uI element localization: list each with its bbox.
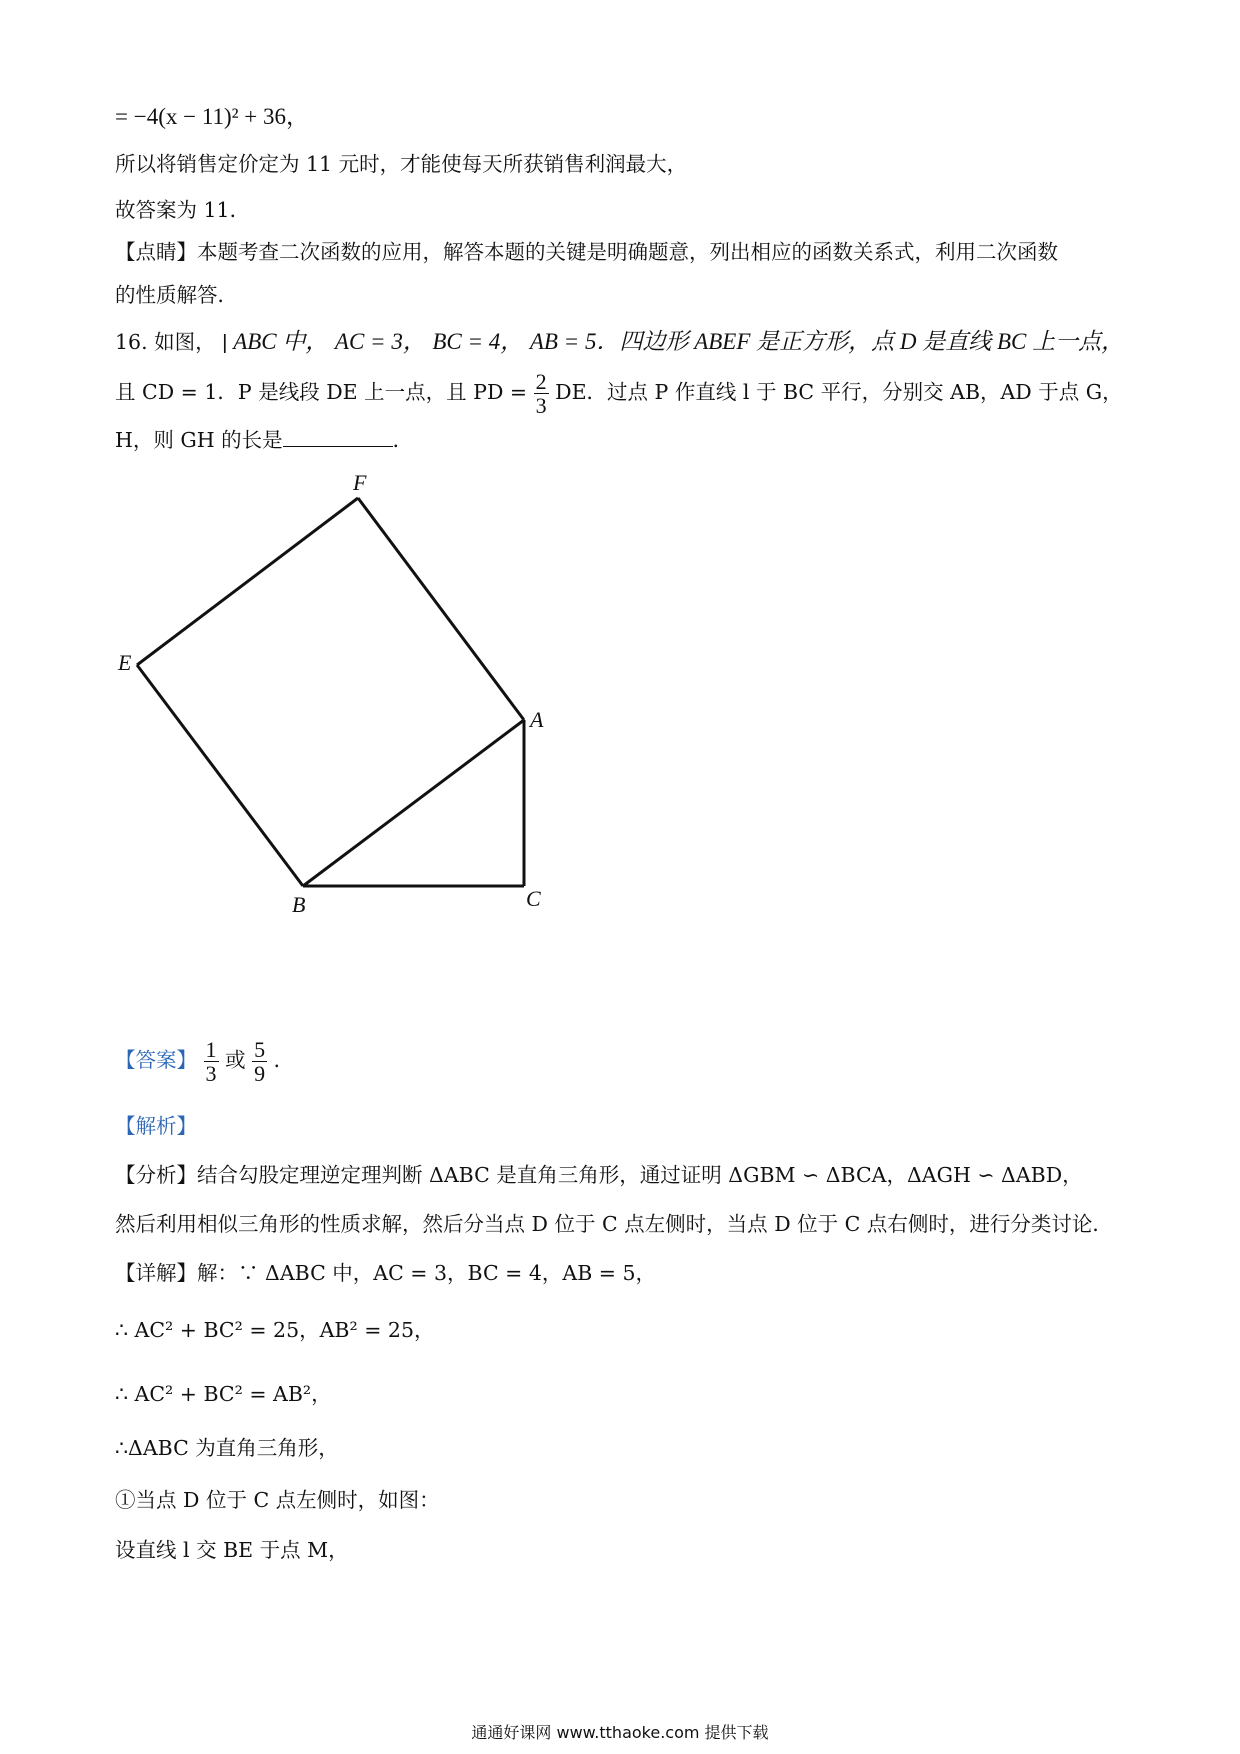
detail-equation-1: ∴ AC² + BC² = 25，AB² = 25， [115, 1318, 435, 1342]
answer-blank [283, 428, 393, 447]
text-line [115, 152, 687, 177]
equation-text: = −4(x − 11)² + 36， [115, 104, 309, 129]
detail-text: 【详解】解：∵ ΔABC 中，AC = 3，BC = 4，AB = 5， [115, 1261, 657, 1285]
fraction-numerator: 1 [205, 1037, 217, 1062]
question-16-line-2 [115, 370, 1123, 417]
geometry-figure [118, 470, 560, 920]
answer-statement: 故答案为 11． [115, 198, 251, 222]
text-line [115, 198, 250, 223]
segment-BA [303, 720, 524, 886]
q16-period: ． [392, 428, 414, 452]
fraction-numerator: 2 [535, 369, 547, 394]
detail-line-6 [115, 1538, 349, 1563]
question-16-line-3 [115, 428, 413, 453]
conclusion-text: 所以将销售定价定为 11 元时，才能使每天所获销售利润最大， [115, 152, 688, 176]
note-text: 【点睛】本题考查二次函数的应用，解答本题的关键是明确题意，列出相应的函数关系式，利用二次函数 [115, 240, 1058, 264]
fraction-one-third [204, 1038, 219, 1085]
fraction-denominator: 3 [535, 393, 547, 419]
q16-line-l-text: DE．过点 P 作直线 l 于 BC 平行，分别交 AB，AD 于点 G， [555, 380, 1123, 405]
q16-triangle-text: ABC 中， [233, 329, 329, 354]
answer-label: 【答案】 [115, 1048, 197, 1073]
q16-question-text: H，则 GH 的长是 [115, 428, 283, 452]
fraction-five-ninths [252, 1038, 267, 1085]
answer-or: 或 [225, 1048, 246, 1073]
fraction-denominator: 9 [254, 1061, 266, 1087]
note-text-cont: 的性质解答． [115, 283, 238, 307]
segment-FE [137, 498, 358, 665]
fraction-numerator: 5 [254, 1037, 266, 1062]
label-F: F [353, 470, 367, 495]
case-one-setup: 设直线 l 交 BE 于点 M， [115, 1538, 349, 1562]
analysis-text: 【分析】结合勾股定理逆定理判断 ΔABC 是直角三角形，通过证明 ΔGBM ∽ ΔBCA，ΔAGH ∽ ΔABD， [115, 1163, 1083, 1187]
segment-FA [358, 498, 524, 720]
q16-cd-text: 且 CD = 1．P 是线段 DE 上一点，且 PD = [115, 380, 528, 405]
question-number: 16. 如图， [115, 330, 216, 354]
detail-line-3 [115, 1382, 332, 1407]
analysis-text-cont: 然后利用相似三角形的性质求解，然后分当点 D 位于 C 点左侧时，当点 D 位于 C 点右侧时，进行分类讨论． [115, 1212, 1113, 1236]
case-one-text: ①当点 D 位于 C 点左侧时，如图： [115, 1488, 440, 1512]
question-16-line-1 [115, 328, 1124, 356]
label-C: C [526, 886, 541, 911]
triangle-symbol: | [222, 331, 234, 354]
analysis-label: 【解析】 [115, 1114, 197, 1138]
analysis-line-1 [115, 1163, 1083, 1188]
detail-equation-2: ∴ AC² + BC² = AB²， [115, 1382, 332, 1406]
q16-bc: BC = 4， [432, 329, 524, 354]
label-A: A [530, 707, 544, 732]
analysis-line-2 [115, 1212, 1113, 1237]
text-line [115, 283, 238, 308]
fraction-two-thirds [534, 370, 549, 417]
label-B: B [292, 892, 306, 917]
detail-line-2 [115, 1318, 435, 1343]
figure-lines [137, 498, 524, 886]
answer-line [115, 1038, 294, 1085]
segment-EB [137, 665, 303, 886]
detail-line-4 [115, 1436, 339, 1461]
detail-conclusion: ∴ΔABC 为直角三角形， [115, 1436, 339, 1460]
page-footer: 通通好课网 www.tthaoke.com 提供下载 [471, 1723, 769, 1742]
analysis-label-line [115, 1114, 197, 1139]
fraction-denominator: 3 [205, 1061, 217, 1087]
answer-end: ． [273, 1048, 295, 1073]
q16-ab: AB = 5．四边形 ABEF 是正方形，点 D 是直线 BC 上一点， [529, 329, 1125, 354]
detail-line-1 [115, 1261, 656, 1286]
q16-ac: AC = 3， [334, 329, 426, 354]
detail-line-5 [115, 1488, 440, 1513]
label-E: E [118, 650, 132, 675]
equation-line [115, 103, 309, 131]
text-line [115, 240, 1058, 265]
